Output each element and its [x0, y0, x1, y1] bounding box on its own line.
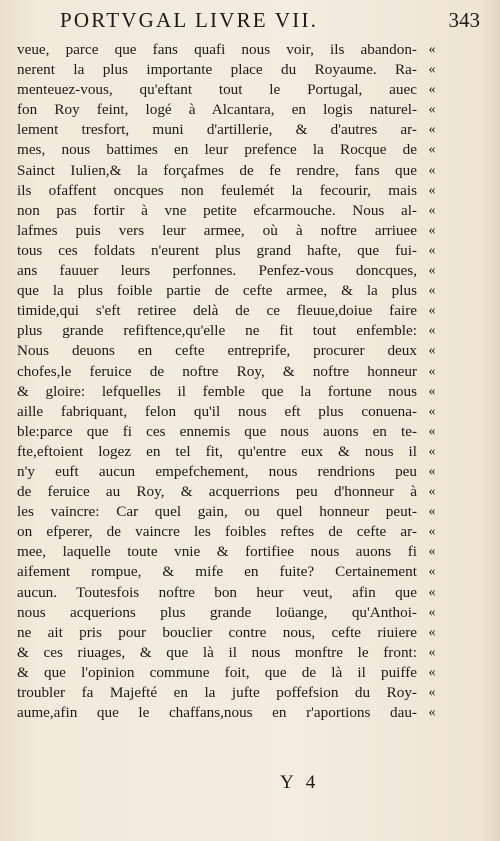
- text-line: nerent la plus importante place du Royaume. Ra-: [17, 61, 417, 79]
- text-line: mee, laquelle toute vnie & fortifiee nous auons fi: [17, 543, 417, 561]
- text-line: ans fauuer leurs perfonnes. Penfez-vous doncques,: [17, 262, 417, 280]
- quotation-mark: «: [428, 463, 436, 479]
- text-line: menteuez-vous, qu'eftant tout le Portugal, auec: [17, 81, 417, 99]
- text-line: n'y euft aucun empefchement, nous rendrions peu: [17, 462, 417, 480]
- quotation-mark: «: [428, 303, 436, 319]
- text-line: veue, parce que fans quafi nous voir, ils abandon-: [17, 41, 417, 58]
- quotation-mark: «: [428, 423, 436, 439]
- text-line: & ces riuages, & que là il nous monftre le front:: [17, 643, 417, 661]
- text-line: Nous deuons en cefte entreprife, procurer deux: [17, 342, 417, 360]
- quotation-mark: «: [428, 544, 436, 560]
- text-line: ble:parce que fi ces ennemis que nous auons en te-: [17, 422, 417, 440]
- quotation-mark: «: [428, 222, 436, 238]
- page-number: 343: [448, 8, 480, 32]
- text-line: troubler fa Majefté en la jufte poffefsion du Roy-: [17, 684, 417, 701]
- text-line: aucun. Toutesfois noftre bon heur veut, afin que: [17, 583, 417, 601]
- text-line: & gloire: lefquelles il femble que la fortune nous: [17, 382, 417, 400]
- text-line: fte,eftoient logez en tel fit, qu'entre eux & nous il: [17, 442, 417, 460]
- quotation-mark: «: [428, 182, 436, 198]
- quotation-mark: «: [428, 403, 436, 419]
- text-line: aifement rompue, & mife en fuite? Certainement: [17, 563, 417, 581]
- text-line: nous acquerions plus grande loüange, qu'Anthoi-: [17, 603, 417, 621]
- quotation-mark: «: [428, 484, 436, 500]
- text-line: non pas fortir à vne petite efcarmouche. Nous al-: [17, 201, 417, 219]
- quotation-mark: «: [428, 685, 436, 700]
- quotation-mark: «: [428, 363, 436, 379]
- quotation-mark: «: [428, 42, 436, 57]
- running-head: PORTVGAL LIVRE VII.: [60, 8, 319, 32]
- text-line: timide,qui s'eft retiree delà de ce fleuue,doiue faire: [17, 302, 417, 320]
- text-line: chofes,le feruice de noftre Roy, & noftre honneur: [17, 362, 417, 380]
- quotation-mark: «: [428, 664, 436, 680]
- quotation-mark: «: [428, 242, 436, 258]
- page-header: [40, 8, 480, 34]
- text-line: les vaincre: Car quel gain, ou quel honneur peut-: [17, 503, 417, 521]
- quotation-mark: «: [428, 202, 436, 218]
- quotation-mark: «: [428, 705, 436, 721]
- text-line: lement tresfort, muni d'artillerie, & d'autres ar-: [17, 121, 417, 139]
- text-line: ils ofaffent oncques non feulemét la fecourir, mais: [17, 181, 417, 199]
- margin-quotation-marks: [421, 40, 443, 723]
- text-line: lafmes puis vers leur armee, où à noftre arriuee: [17, 221, 417, 239]
- text-line: aille fabriquant, felon qu'il nous eft plus conuena-: [17, 402, 417, 420]
- quotation-mark: «: [428, 504, 436, 520]
- quotation-mark: «: [428, 604, 436, 620]
- quotation-mark: «: [428, 142, 436, 158]
- body-text: [17, 40, 417, 723]
- quotation-mark: «: [428, 443, 436, 459]
- quotation-mark: «: [428, 283, 436, 299]
- text-line: Sainct Iulien,& la forçafmes de fe rendre, fans que: [17, 161, 417, 179]
- quotation-mark: «: [428, 263, 436, 279]
- text-line: on efperer, de vaincre les foibles reftes de cefte ar-: [17, 523, 417, 541]
- quotation-mark: «: [428, 82, 436, 98]
- text-line: aume,afin que le chaffans,nous en r'aportions dau-: [17, 704, 417, 722]
- quotation-mark: «: [428, 644, 436, 660]
- signature-mark: Y 4: [280, 772, 320, 793]
- text-line: & que l'opinion commune foit, que de là il puiffe: [17, 663, 417, 681]
- quotation-mark: «: [428, 584, 436, 600]
- quotation-mark: «: [428, 564, 436, 580]
- quotation-mark: «: [428, 122, 436, 138]
- page-edge-shadow: [482, 0, 500, 841]
- text-line: fon Roy feint, logé à Alcantara, en logis naturel-: [17, 101, 417, 119]
- quotation-mark: «: [428, 524, 436, 540]
- text-line: plus grande refiftence,qu'elle ne fit tout enfemble:: [17, 322, 417, 340]
- text-line: de feruice au Roy, & acquerrions peu d'honneur à: [17, 483, 417, 501]
- quotation-mark: «: [428, 624, 436, 640]
- quotation-mark: «: [428, 62, 436, 78]
- quotation-mark: «: [428, 383, 436, 399]
- quotation-mark: «: [428, 343, 436, 359]
- quotation-mark: «: [428, 323, 436, 339]
- text-line: que la plus foible partie de cefte armee, & la plus: [17, 282, 417, 300]
- text-line: tous ces foldats n'eurent plus grand hafte, que fui-: [17, 241, 417, 259]
- quotation-mark: «: [428, 162, 436, 178]
- quotation-mark: «: [428, 102, 436, 118]
- text-line: ne ait pris pour bouclier contre nous, cefte riuiere: [17, 623, 417, 641]
- text-line: mes, nous battimes en leur prefence la Rocque de: [17, 141, 417, 159]
